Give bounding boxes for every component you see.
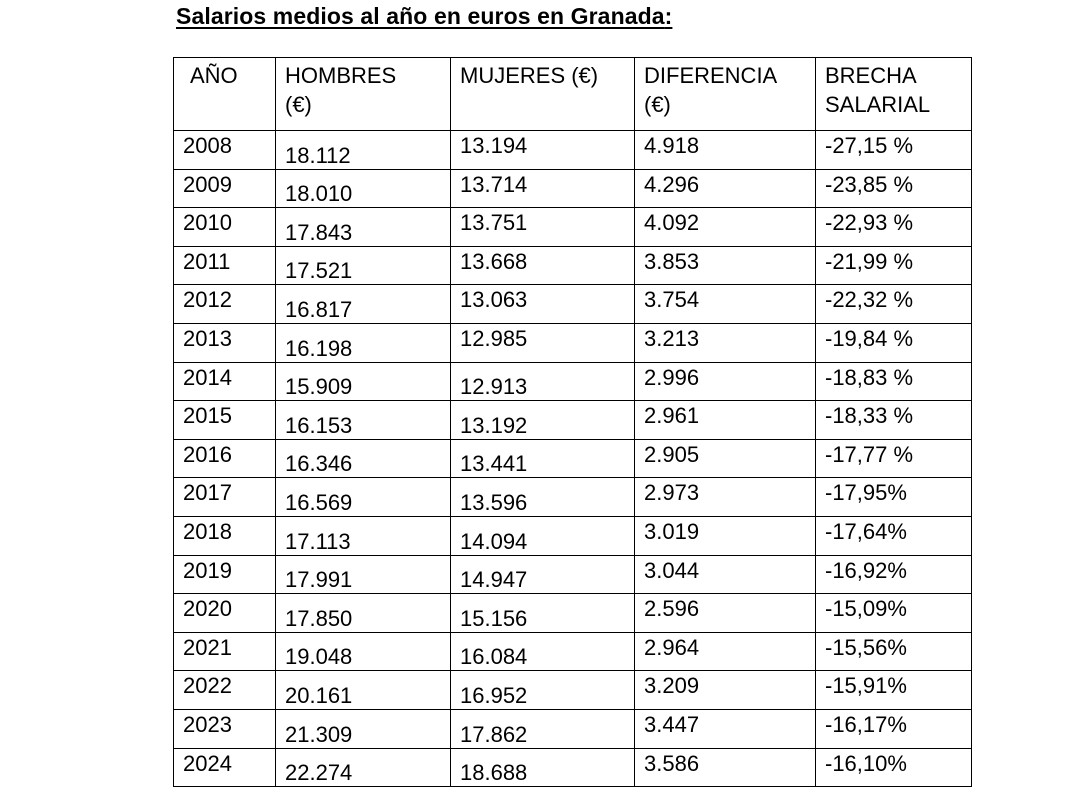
cell-gap: -16,10% xyxy=(816,748,972,787)
cell-gap: -15,91% xyxy=(816,671,972,710)
cell-difference: 3.853 xyxy=(635,246,816,285)
table-row xyxy=(174,131,972,170)
header-men xyxy=(276,58,451,131)
cell-year: 2009 xyxy=(174,169,276,208)
cell-difference: 4.092 xyxy=(635,208,816,247)
cell-women: 12.985 xyxy=(451,323,635,362)
cell-women: 13.192 xyxy=(451,401,635,440)
cell-difference: 3.019 xyxy=(635,516,816,555)
cell-women: 13.194 xyxy=(451,131,635,170)
header-difference-label: DIFERENCIA xyxy=(644,63,778,88)
cell-year: 2020 xyxy=(174,594,276,633)
table-row xyxy=(174,594,972,633)
cell-difference: 2.596 xyxy=(635,594,816,633)
cell-difference: 3.754 xyxy=(635,285,816,324)
table-row xyxy=(174,323,972,362)
table-row xyxy=(174,632,972,671)
cell-men: 22.274 xyxy=(276,748,451,787)
cell-difference: 3.044 xyxy=(635,555,816,594)
cell-difference: 2.905 xyxy=(635,439,816,478)
cell-men: 17.113 xyxy=(276,516,451,555)
table-row xyxy=(174,401,972,440)
cell-women: 18.688 xyxy=(451,748,635,787)
cell-women: 13.668 xyxy=(451,246,635,285)
cell-gap: -27,15 % xyxy=(816,131,972,170)
header-gap-label-2: SALARIAL xyxy=(825,92,931,117)
document-title xyxy=(176,3,672,30)
cell-men: 16.569 xyxy=(276,478,451,517)
cell-women: 13.751 xyxy=(451,208,635,247)
table-row xyxy=(174,208,972,247)
cell-year: 2019 xyxy=(174,555,276,594)
header-row xyxy=(174,58,972,131)
cell-men: 21.309 xyxy=(276,709,451,748)
cell-men: 16.817 xyxy=(276,285,451,324)
cell-women: 14.094 xyxy=(451,516,635,555)
cell-year: 2013 xyxy=(174,323,276,362)
header-difference xyxy=(635,58,816,131)
table-row xyxy=(174,748,972,787)
cell-year: 2010 xyxy=(174,208,276,247)
cell-difference: 3.586 xyxy=(635,748,816,787)
cell-difference: 4.296 xyxy=(635,169,816,208)
header-year-label: AÑO xyxy=(190,63,238,88)
cell-men: 17.521 xyxy=(276,246,451,285)
header-women-label: MUJERES (€) xyxy=(460,63,599,88)
cell-gap: -16,92% xyxy=(816,555,972,594)
cell-year: 2011 xyxy=(174,246,276,285)
cell-gap: -17,64% xyxy=(816,516,972,555)
cell-gap: -17,95% xyxy=(816,478,972,517)
cell-year: 2022 xyxy=(174,671,276,710)
cell-men: 17.850 xyxy=(276,594,451,633)
title-suffix: : xyxy=(664,3,673,29)
cell-year: 2017 xyxy=(174,478,276,517)
cell-year: 2018 xyxy=(174,516,276,555)
cell-women: 13.441 xyxy=(451,439,635,478)
cell-gap: -21,99 % xyxy=(816,246,972,285)
table-row xyxy=(174,169,972,208)
cell-women: 13.596 xyxy=(451,478,635,517)
cell-difference: 2.996 xyxy=(635,362,816,401)
cell-difference: 2.964 xyxy=(635,632,816,671)
cell-gap: -22,32 % xyxy=(816,285,972,324)
table-row xyxy=(174,671,972,710)
cell-gap: -17,77 % xyxy=(816,439,972,478)
salary-table xyxy=(173,57,972,787)
table-row xyxy=(174,516,972,555)
cell-gap: -22,93 % xyxy=(816,208,972,247)
cell-difference: 3.209 xyxy=(635,671,816,710)
header-men-unit: (€) xyxy=(285,92,312,117)
table-row xyxy=(174,709,972,748)
cell-men: 15.909 xyxy=(276,362,451,401)
cell-women: 13.063 xyxy=(451,285,635,324)
header-gap xyxy=(816,58,972,131)
table-row xyxy=(174,555,972,594)
table-row xyxy=(174,439,972,478)
cell-men: 19.048 xyxy=(276,632,451,671)
cell-difference: 3.213 xyxy=(635,323,816,362)
cell-women: 16.084 xyxy=(451,632,635,671)
cell-difference: 2.973 xyxy=(635,478,816,517)
cell-gap: -18,83 % xyxy=(816,362,972,401)
cell-year: 2015 xyxy=(174,401,276,440)
cell-men: 16.198 xyxy=(276,323,451,362)
header-gap-label: BRECHA xyxy=(825,63,917,88)
cell-gap: -15,56% xyxy=(816,632,972,671)
cell-women: 15.156 xyxy=(451,594,635,633)
cell-year: 2024 xyxy=(174,748,276,787)
cell-gap: -23,85 % xyxy=(816,169,972,208)
cell-gap: -16,17% xyxy=(816,709,972,748)
cell-women: 12.913 xyxy=(451,362,635,401)
cell-women: 17.862 xyxy=(451,709,635,748)
cell-women: 16.952 xyxy=(451,671,635,710)
cell-gap: -19,84 % xyxy=(816,323,972,362)
cell-men: 18.112 xyxy=(276,131,451,170)
cell-year: 2014 xyxy=(174,362,276,401)
header-difference-unit: (€) xyxy=(644,92,671,117)
cell-difference: 2.961 xyxy=(635,401,816,440)
cell-men: 16.153 xyxy=(276,401,451,440)
cell-men: 20.161 xyxy=(276,671,451,710)
cell-year: 2023 xyxy=(174,709,276,748)
cell-men: 18.010 xyxy=(276,169,451,208)
cell-year: 2016 xyxy=(174,439,276,478)
cell-men: 17.991 xyxy=(276,555,451,594)
header-men-label: HOMBRES xyxy=(285,63,397,88)
header-year xyxy=(174,58,276,131)
cell-men: 16.346 xyxy=(276,439,451,478)
cell-year: 2021 xyxy=(174,632,276,671)
header-women xyxy=(451,58,635,131)
title-text: Salarios medios al año en euros en Granada xyxy=(176,3,665,29)
cell-difference: 4.918 xyxy=(635,131,816,170)
table-row xyxy=(174,362,972,401)
cell-difference: 3.447 xyxy=(635,709,816,748)
cell-gap: -18,33 % xyxy=(816,401,972,440)
cell-gap: -15,09% xyxy=(816,594,972,633)
cell-year: 2008 xyxy=(174,131,276,170)
cell-men: 17.843 xyxy=(276,208,451,247)
cell-women: 14.947 xyxy=(451,555,635,594)
table-row xyxy=(174,246,972,285)
cell-women: 13.714 xyxy=(451,169,635,208)
table-row xyxy=(174,285,972,324)
cell-year: 2012 xyxy=(174,285,276,324)
table-row xyxy=(174,478,972,517)
